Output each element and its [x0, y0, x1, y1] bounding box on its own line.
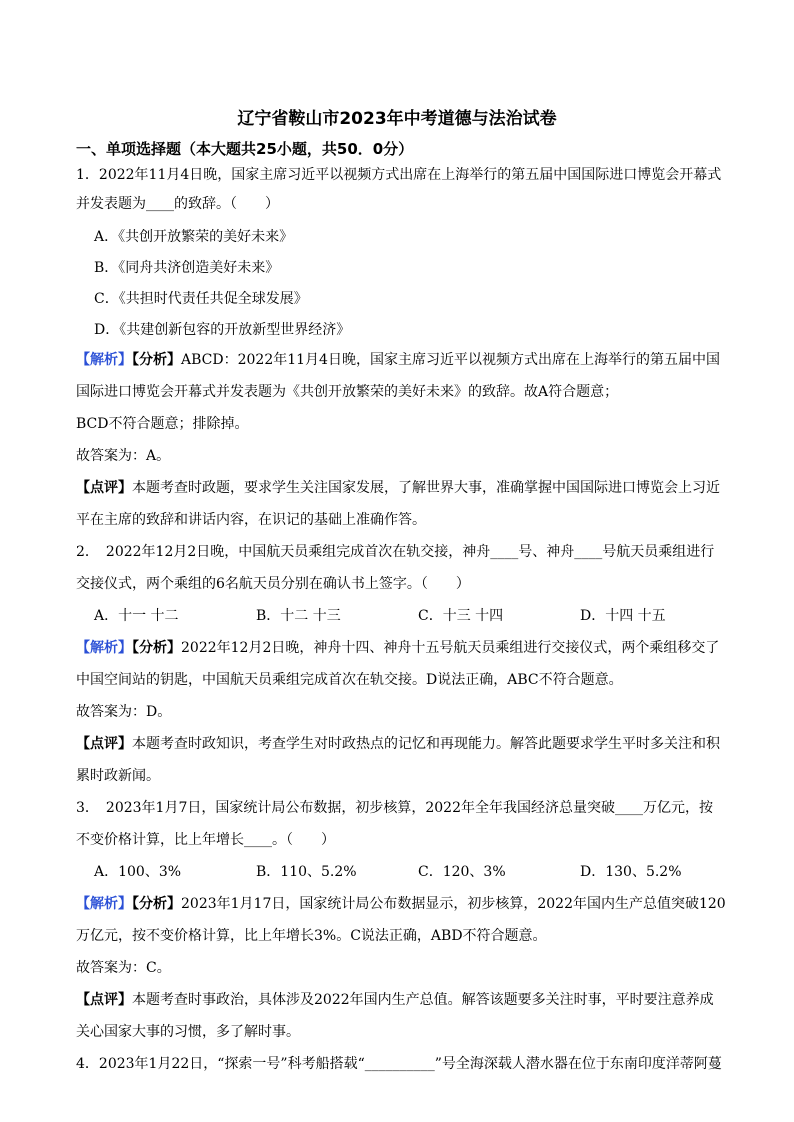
q3-comment-line2: 关心国家大事的习惯，多了解时事。 [76, 1024, 300, 1040]
q2-options [94, 606, 734, 626]
section-heading: 一、单项选择题（本大题共25小题，共50．0分） [76, 140, 414, 158]
q2-stem-line1: 2． 2022年12月2日晚，中国航天员乘组完成首次在轨交接，神舟____号、神舟____号航天员乘组进行 [76, 544, 715, 560]
dianping-tag: 【点评】 [76, 736, 132, 752]
dianping-tag: 【点评】 [76, 992, 132, 1008]
q4-stem-line1: 4．2023年1月22日，“探索一号”科考船搭载“__________”号全海深载人潜水器在位于东南印度洋蒂阿蔓 [76, 1056, 722, 1072]
q1-comment-line1 [76, 478, 736, 498]
q2-comment-line1 [76, 734, 736, 754]
q3-answer: 故答案为：C。 [76, 960, 171, 976]
q2-option-a: A．十一 十二 [94, 608, 179, 624]
q2-option-c: C．十三 十四 [418, 608, 504, 624]
fenxi-tag: 【分析】 [132, 640, 181, 656]
q2-stem-line2: 交接仪式，两个乘组的6名航天员分别在确认书上签字。（ ） [76, 576, 470, 592]
q1-analysis-line3: BCD不符合题意；排除掉。 [76, 416, 249, 432]
q3-stem-line2: 不变价格计算，比上年增长____。（ ） [76, 832, 335, 848]
q1-option-a: A．《共创开放繁荣的美好未来》 [94, 229, 294, 245]
q1-stem-line1: 1．2022年11月4日晚，国家主席习近平以视频方式出席在上海举行的第五届中国国际进口博览会开幕式 [76, 167, 722, 183]
q1-analysis-line2: 国际进口博览会开幕式并发表题为《共创开放繁荣的美好未来》的致辞。故A符合题意； [76, 384, 619, 400]
q1-comment-text1: 本题考查时政题，要求学生关注国家发展，了解世界大事，准确掌握中国国际进口博览会上习近 [132, 480, 720, 496]
q3-analysis-text1: 2023年1月17日，国家统计局公布数据显示，初步核算，2022年国内生产总值突破120 [181, 896, 726, 912]
q2-option-b: B．十二 十三 [256, 608, 341, 624]
q2-comment-text1: 本题考查时政知识，考查学生对时政热点的记忆和再现能力。解答此题要求学生平时多关注和积 [132, 736, 720, 752]
q2-answer: 故答案为：D。 [76, 704, 172, 720]
q3-analysis-line1 [76, 894, 736, 914]
jiexi-tag: 【解析】 [76, 352, 132, 368]
dianping-tag: 【点评】 [76, 480, 132, 496]
fenxi-tag: 【分析】 [132, 896, 181, 912]
q3-options [94, 862, 734, 882]
q1-option-b: B．《同舟共济创造美好未来》 [94, 260, 280, 276]
q1-analysis-line1 [76, 350, 736, 370]
q1-stem-line2: 并发表题为____的致辞。（ ） [76, 196, 279, 212]
q3-option-d: D．130、5.2% [580, 864, 682, 880]
q2-comment-line2: 累时政新闻。 [76, 768, 160, 784]
q1-answer: 故答案为：A。 [76, 448, 171, 464]
q2-analysis-line2: 中国空间站的钥匙，中国航天员乘组完成首次在轨交接。D说法正确，ABC不符合题意。 [76, 672, 623, 688]
jiexi-tag: 【解析】 [76, 896, 132, 912]
q3-stem-line1: 3． 2023年1月7日，国家统计局公布数据，初步核算，2022年全年我国经济总量突破____万亿元，按 [76, 800, 713, 816]
q2-analysis-line1 [76, 638, 736, 658]
fenxi-tag: 【分析】 [132, 352, 181, 368]
q3-option-c: C．120、3% [418, 864, 506, 880]
q2-analysis-text1: 2022年12月2日晚，神舟十四、神舟十五号航天员乘组进行交接仪式，两个乘组移交了 [181, 640, 720, 656]
jiexi-tag: 【解析】 [76, 640, 132, 656]
q1-analysis-text1: ABCD：2022年11月4日晚，国家主席习近平以视频方式出席在上海举行的第五届中国 [181, 352, 720, 368]
q2-option-d: D．十四 十五 [580, 608, 666, 624]
page-title: 辽宁省鞍山市2023年中考道德与法治试卷 [237, 109, 557, 129]
q1-comment-line2: 平在主席的致辞和讲话内容，在识记的基础上准确作答。 [76, 512, 426, 528]
q3-analysis-line2: 万亿元，按不变价格计算，比上年增长3%。C说法正确，ABD不符合题意。 [76, 928, 547, 944]
q3-comment-text1: 本题考查时事政治，具体涉及2022年国内生产总值。解答该题要多关注时事，平时要注意养成 [132, 992, 714, 1008]
q1-option-c: C．《共担时代责任共促全球发展》 [94, 291, 308, 307]
q3-comment-line1 [76, 990, 736, 1010]
q3-option-a: A．100、3% [94, 864, 182, 880]
q1-option-d: D．《共建创新包容的开放新型世界经济》 [94, 322, 351, 338]
q3-option-b: B．110、5.2% [256, 864, 357, 880]
